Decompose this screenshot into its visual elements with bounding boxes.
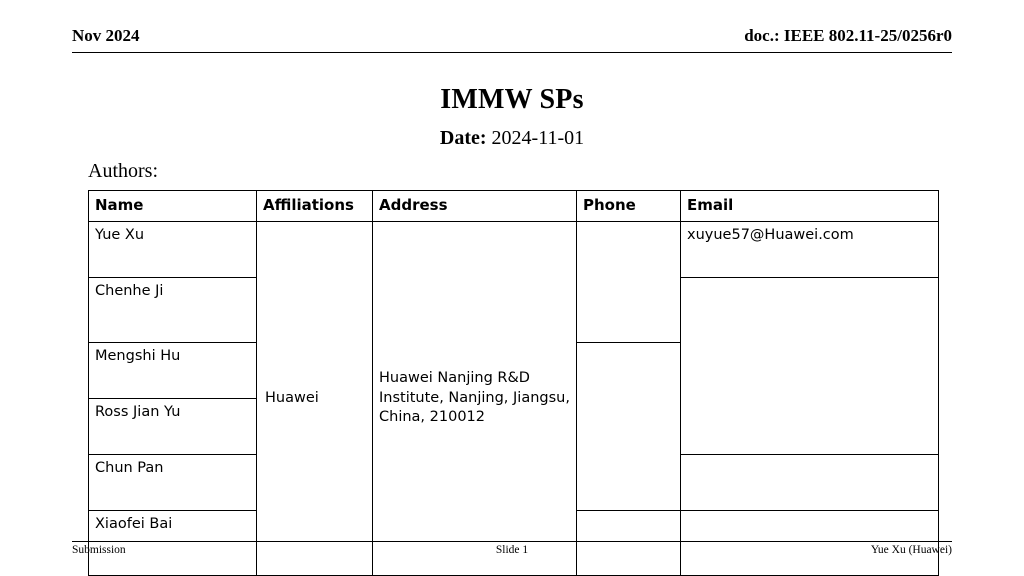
- column-header-email: Email: [681, 191, 939, 222]
- cell-email-blank: [681, 511, 939, 576]
- table-row: [89, 222, 939, 278]
- cell-name: Yue Xu: [89, 222, 257, 278]
- header-document-number: doc.: IEEE 802.11-25/0256r0: [744, 26, 952, 45]
- cell-name: Mengshi Hu: [89, 343, 257, 399]
- authors-label: Authors:: [88, 160, 158, 182]
- page-title: IMMW SPs: [440, 84, 584, 115]
- cell-phone-blank: [577, 511, 681, 576]
- footer-divider: [72, 541, 952, 542]
- column-header-affiliations: Affiliations: [257, 191, 373, 222]
- slide-header: [72, 26, 952, 46]
- cell-email-blank: [681, 278, 939, 455]
- cell-address: Huawei Nanjing R&D Institute, Nanjing, Jiangsu, China, 210012: [373, 222, 577, 576]
- cell-email: xuyue57@Huawei.com: [681, 222, 939, 278]
- date-value: 2024-11-01: [491, 127, 585, 149]
- slide-footer: [72, 544, 952, 556]
- date-label: Date:: [439, 127, 487, 149]
- cell-name: Chun Pan: [89, 455, 257, 511]
- column-header-phone: Phone: [577, 191, 681, 222]
- cell-phone: [577, 222, 681, 343]
- footer-left: Submission: [72, 544, 126, 556]
- cell-phone-blank: [577, 343, 681, 511]
- column-header-name: Name: [89, 191, 257, 222]
- cell-name: Chenhe Ji: [89, 278, 257, 343]
- date-line: [0, 127, 1024, 150]
- footer-slide-number: Slide 1: [495, 544, 529, 556]
- column-header-address: Address: [373, 191, 577, 222]
- header-divider: [72, 52, 952, 53]
- header-date: Nov 2024: [72, 26, 140, 45]
- table-header-row: [89, 191, 939, 222]
- cell-name: Xiaofei Bai: [89, 511, 257, 576]
- cell-affiliation: Huawei: [257, 222, 373, 576]
- footer-right: Yue Xu (Huawei): [870, 544, 952, 556]
- authors-table: [88, 190, 939, 576]
- cell-name: Ross Jian Yu: [89, 399, 257, 455]
- cell-email-blank: [681, 455, 939, 511]
